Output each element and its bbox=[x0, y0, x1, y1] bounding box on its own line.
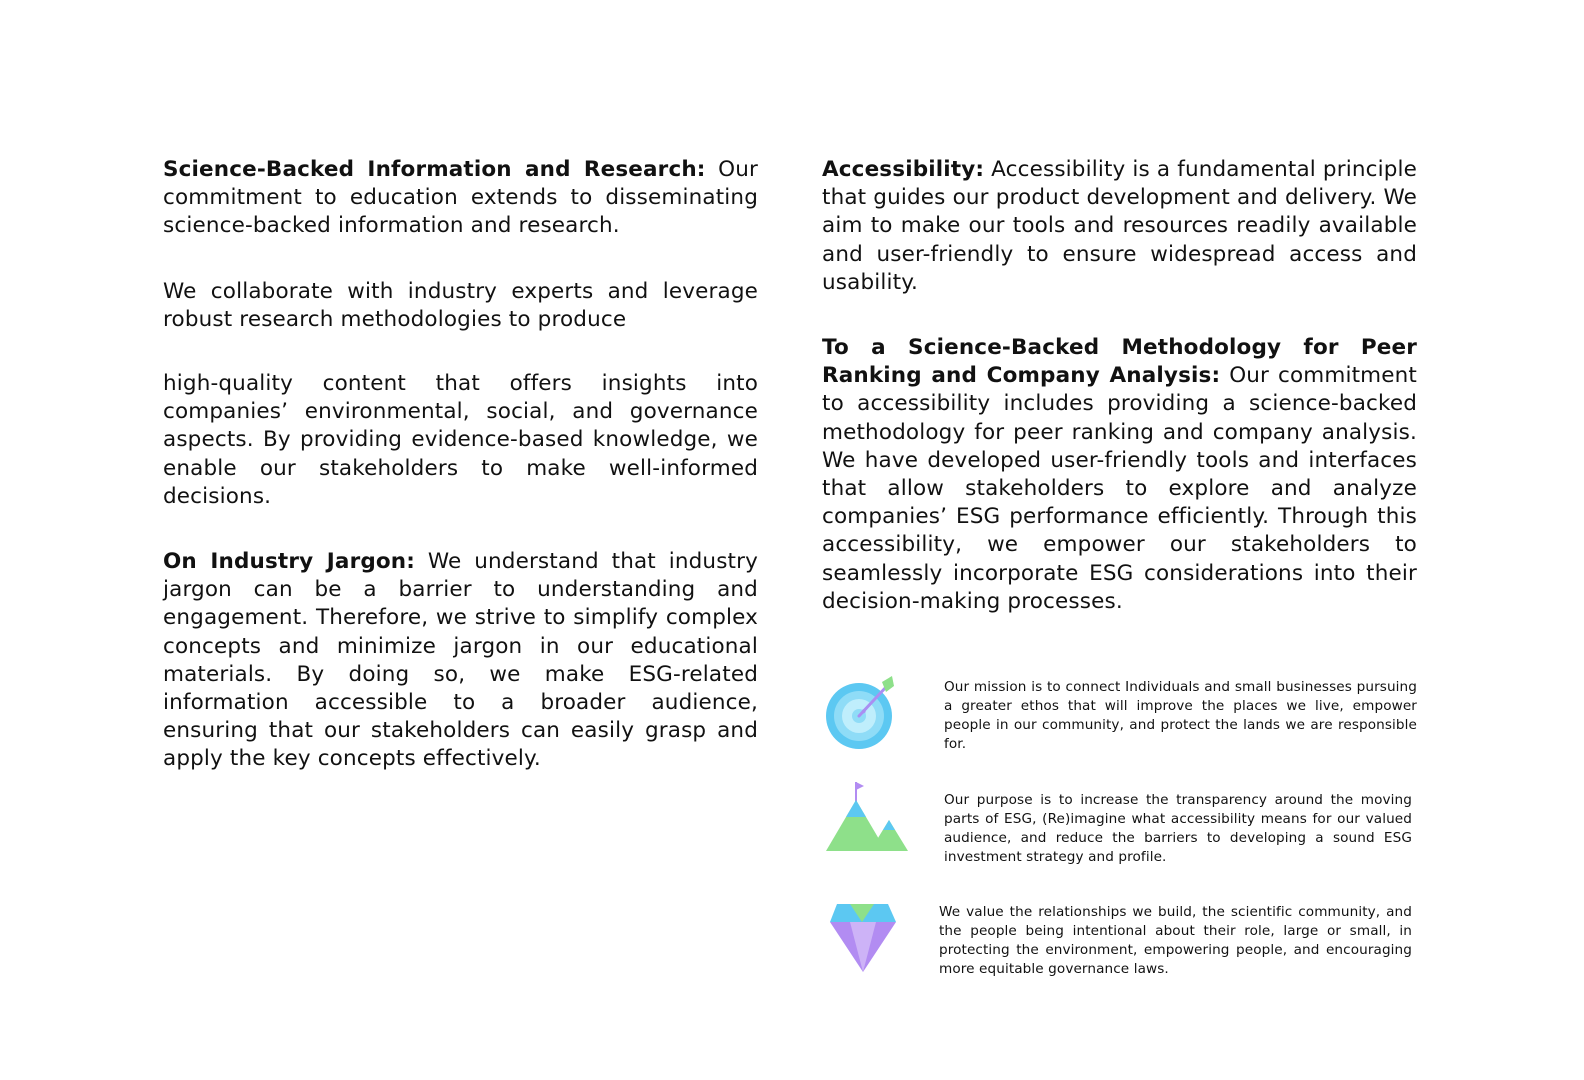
paragraph-science-backed bbox=[163, 156, 758, 241]
right-column bbox=[822, 156, 1417, 616]
feature-mission-text: Our mission is to connect Individuals and small businesses pursuing a greater ethos that will improve the places we live, empower people in our community, and protect the lands we are responsible for. bbox=[944, 679, 1417, 752]
paragraph-high-quality bbox=[163, 370, 758, 511]
paragraph-text: Our commitment to accessibility includes providing a science-backed methodology for peer ranking and company analysis. We have developed user-friendly tools and interfaces that allow stakeholders to explore and analyze companies’ ESG performance efficiently. Through this accessibility, we empower our stakeholders to seamlessly incorporate ESG considerations into their decision-making processes. bbox=[822, 363, 1417, 614]
paragraph-text: We understand that industry jargon can be a barrier to understanding and engagement. Therefore, we strive to simplify complex concepts and minimize jargon in our educational materials. By doing so, we make ESG-related information accessible to a broader audience, ensuring that our stakeholders can easily grasp and apply the key concepts effectively. bbox=[163, 549, 758, 772]
paragraph-text: Our commitment to education extends to disseminating science-backed information and research. bbox=[163, 157, 758, 239]
feature-purpose bbox=[822, 780, 1422, 865]
diamond-icon bbox=[822, 900, 902, 976]
paragraph-heading: On Industry Jargon: bbox=[163, 549, 415, 575]
paragraph-heading: Science-Backed Information and Research: bbox=[163, 157, 706, 182]
feature-purpose-text: Our purpose is to increase the transparency around the moving parts of ESG, (Re)imagine what accessibility means for our valued audience, and reduce the barriers to developing a sound ESG investment strategy and profile. bbox=[944, 792, 1412, 865]
paragraph-methodology bbox=[822, 334, 1417, 616]
paragraph-text: Accessibility is a fundamental principle that guides our product development and delivery. We aim to make our tools and resources readily available and user-friendly to ensure widespread access and usability. bbox=[822, 157, 1417, 295]
paragraph-heading: To a Science-Backed Methodology for Peer Ranking and Company Analysis: bbox=[822, 335, 1417, 389]
paragraph-industry-jargon bbox=[163, 548, 758, 774]
paragraph-text: We collaborate with industry experts and leverage robust research methodologies to produce bbox=[163, 278, 758, 332]
target-icon bbox=[822, 674, 902, 754]
paragraph-heading: Accessibility: bbox=[822, 157, 985, 182]
mountain-flag-icon bbox=[822, 780, 912, 856]
feature-mission bbox=[822, 674, 1422, 754]
left-column bbox=[163, 156, 758, 774]
feature-values-text: We value the relationships we build, the scientific community, and the people being intentional about their role, large or small, in protecting the environment, empowering people, and encouraging more equitable governance laws. bbox=[939, 904, 1412, 977]
paragraph-text: high-quality content that offers insights into companies’ environmental, social, and governance aspects. By providing evidence-based knowledge, we enable our stakeholders to make well-informed decisions. bbox=[163, 371, 758, 509]
paragraph-accessibility bbox=[822, 156, 1417, 297]
paragraph-collaborate bbox=[163, 278, 758, 334]
feature-values bbox=[822, 900, 1422, 980]
